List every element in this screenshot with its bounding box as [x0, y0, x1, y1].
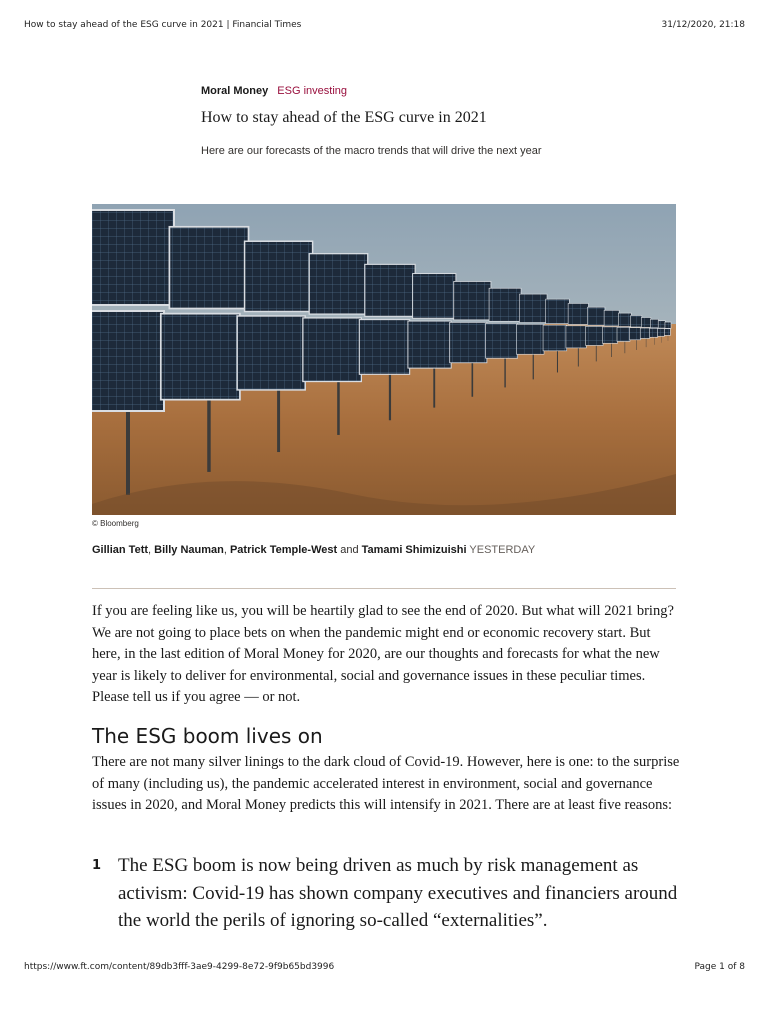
print-footer: [24, 962, 745, 972]
section-heading: The ESG boom lives on: [92, 724, 323, 748]
print-header: [24, 20, 745, 30]
hero-image: [92, 204, 676, 515]
list-number: 1: [92, 858, 102, 873]
byline: [92, 544, 535, 556]
author-link[interactable]: Patrick Temple-West: [229, 544, 338, 556]
author-link[interactable]: Billy Nauman: [154, 544, 224, 556]
divider: [92, 588, 676, 589]
article-headline: How to stay ahead of the ESG curve in 2021: [201, 109, 487, 126]
print-url: https://www.ft.com/content/89db3fff-3ae9-4299-8e72-9f9b65bd3996: [24, 962, 335, 972]
author-link[interactable]: Tamami Shimizuishi: [361, 544, 467, 556]
print-datetime: 31/12/2020, 21:18: [661, 20, 745, 30]
article-kicker: [201, 85, 347, 97]
byline-and: and: [337, 544, 362, 556]
byline-separator: ,: [148, 544, 155, 556]
section-link[interactable]: Moral Money: [201, 85, 269, 97]
print-page-title: How to stay ahead of the ESG curve in 2021 | Financial Times: [24, 20, 302, 30]
article-standfirst: Here are our forecasts of the macro trends that will drive the next year: [201, 145, 542, 157]
byline-separator: ,: [223, 544, 230, 556]
print-page-number: Page 1 of 8: [694, 962, 745, 972]
topic-link[interactable]: ESG investing: [277, 85, 347, 97]
intro-paragraph: If you are feeling like us, you will be heartily glad to see the end of 2020. But what will 2021 bring? We are not going to place bets on when the pandemic might end or economic recovery start. But here, in the last edition of Moral Money for 2020, are our thoughts and forecasts for what the new year is likely to deliver for environmental, social and governance issues in these peculiar times. Please tell us if you agree — or not.: [92, 603, 674, 706]
body-paragraph: There are not many silver linings to the dark cloud of Covid-19. However, here is one: to the surprise of many (including us), the pandemic accelerated interest in environment, social and governance issues in 2020, and Moral Money predicts this will intensify in 2021. There are at least five reasons:: [92, 754, 680, 814]
author-link[interactable]: Gillian Tett: [92, 544, 149, 556]
image-caption: © Bloomberg: [92, 519, 139, 528]
publish-time: YESTERDAY: [469, 544, 536, 556]
solar-farm-photo: [92, 204, 676, 515]
list-text: The ESG boom is now being driven as much by risk management as activism: Covid-19 has shown company executives and financiers around the world the perils of ignoring so-called “externalities”.: [118, 855, 678, 931]
